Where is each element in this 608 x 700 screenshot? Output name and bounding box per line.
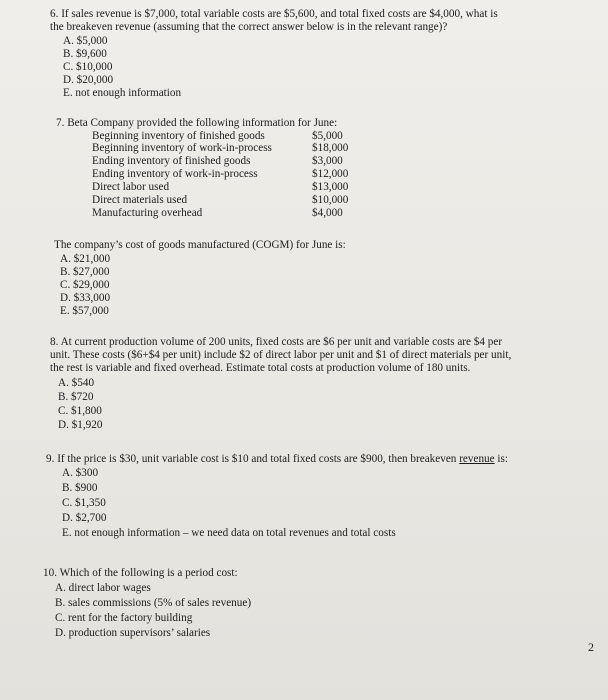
question-9-stem [46,453,508,466]
question-8-option-a: A. $540 [58,377,95,389]
table-row-label: Ending inventory of work-in-process [92,168,258,180]
table-row-label: Ending inventory of finished goods [92,155,251,167]
table-row-label: Manufacturing overhead [92,207,203,219]
question-6-stem-line-1: 6. If sales revenue is $7,000, total variable costs are $5,600, and total fixed costs are $4,000, what is [50,8,498,20]
question-10-stem: 10. Which of the following is a period cost: [43,567,238,579]
question-9-option-d: D. $2,700 [62,512,107,524]
question-8-stem-line-2: unit. These costs ($6+$4 per unit) include $2 of direct labor per unit and $1 of direct materials per unit, [50,349,512,361]
table-row-label: Beginning inventory of finished goods [92,130,265,142]
question-6-option-b: B. $9,600 [63,48,107,60]
question-10-option-a: A. direct labor wages [55,582,151,594]
question-6-option-e: E. not enough information [63,87,182,99]
question-8-option-d: D. $1,920 [58,419,103,431]
question-7-stem: 7. Beta Company provided the following information for June: [56,117,338,129]
table-row-value: $3,000 [312,155,343,167]
question-10-option-b: B. sales commissions (5% of sales revenue) [55,597,252,609]
question-7-option-d: D. $33,000 [60,292,111,304]
question-6-option-d: D. $20,000 [63,74,114,86]
table-row-value: $13,000 [312,181,349,193]
question-9-stem-end: is: [494,453,508,465]
table-row-value: $10,000 [312,194,349,206]
question-8-option-c: C. $1,800 [58,405,102,417]
question-7-option-e: E. $57,000 [60,305,109,317]
question-7-question: The company’s cost of goods manufactured (COGM) for June is: [54,239,346,251]
table-row-value: $18,000 [312,142,349,154]
question-8-stem-line-3: the rest is variable and fixed overhead. Estimate total costs at production volume of 180 units. [50,362,471,374]
question-9-option-e: E. not enough information – we need data on total revenues and total costs [62,527,396,539]
table-row-label: Direct materials used [92,194,188,206]
question-7-option-a: A. $21,000 [60,253,111,265]
table-row-value: $5,000 [312,130,343,142]
question-9-option-a: A. $300 [62,467,99,479]
table-row-label: Direct labor used [92,181,170,193]
table-row-label: Beginning inventory of work-in-process [92,142,272,154]
question-9-stem-underlined: revenue [459,453,495,465]
question-6-option-a: A. $5,000 [63,35,108,47]
table-row-value: $12,000 [312,168,349,180]
question-6-stem-line-2: the breakeven revenue (assuming that the correct answer below is in the relevant range)? [50,21,448,33]
question-10-option-c: C. rent for the factory building [55,612,193,624]
question-9-stem-start: 9. If the price is $30, unit variable cost is $10 and total fixed costs are $900, then breakeven [46,453,460,465]
question-6-option-c: C. $10,000 [63,61,113,73]
question-10-option-d: D. production supervisors’ salaries [55,627,211,639]
question-7-option-b: B. $27,000 [60,266,110,278]
question-7-option-c: C. $29,000 [60,279,110,291]
question-8-option-b: B. $720 [58,391,94,403]
page-number: 2 [588,640,594,654]
question-9-option-c: C. $1,350 [62,497,106,509]
question-9-option-b: B. $900 [62,482,98,494]
table-row-value: $4,000 [312,207,343,219]
question-8-stem-line-1: 8. At current production volume of 200 units, fixed costs are $6 per unit and variable costs are $4 per [50,336,503,348]
